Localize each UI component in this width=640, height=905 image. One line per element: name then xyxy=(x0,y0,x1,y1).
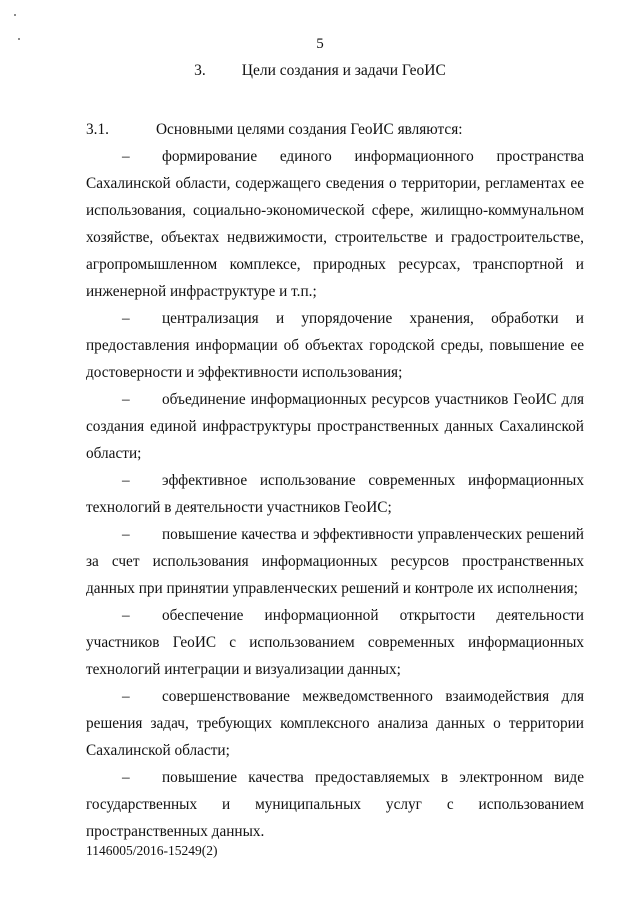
list-item xyxy=(86,602,584,683)
list-item xyxy=(86,467,584,521)
list-dash: – xyxy=(122,769,130,786)
list-dash: – xyxy=(122,472,130,489)
list-item xyxy=(86,683,584,764)
list-item-text: объединение информационных ресурсов участников ГеоИС для создания единой инфраструктуры пространственных данных Сахалинской области; xyxy=(86,391,584,462)
section-number: 3. xyxy=(194,62,206,79)
section-heading xyxy=(0,62,640,80)
scan-speck xyxy=(14,14,16,16)
page-number: 5 xyxy=(316,36,324,52)
list-item-text: повышение качества предоставляемых в электронном виде государственных и муниципальных услуг с использованием пространственных данных. xyxy=(86,769,584,840)
list-item-text: формирование единого информационного пространства Сахалинской области, содержащего сведения о территории, регламентах ее использования, социально-экономической сфере, жилищно-коммунальном хозяйстве, объектах недвижимости, строительстве и градостроительстве, агропромышленном комплексе, природных ресурсах, транспортной и инженерной инфраструктуре и т.п.; xyxy=(86,148,584,300)
section-title: Цели создания и задачи ГеоИС xyxy=(241,62,446,79)
list-dash: – xyxy=(122,526,130,543)
list-item-text: централизация и упорядочение хранения, обработки и предоставления информации об объектах городской среды, повышение ее достоверности и эффективности использования; xyxy=(86,310,584,381)
list-dash: – xyxy=(122,607,130,624)
subsection-text: Основными целями создания ГеоИС являются: xyxy=(156,121,463,138)
list-item xyxy=(86,143,584,305)
subsection-intro xyxy=(52,116,584,143)
list-dash: – xyxy=(122,688,130,705)
list-item-text: эффективное использование современных информационных технологий в деятельности участников ГеоИС; xyxy=(86,472,584,516)
list-item-text: обеспечение информационной открытости деятельности участников ГеоИС с использованием современных информационных технологий интеграции и визуализации данных; xyxy=(86,607,584,678)
list-item xyxy=(86,305,584,386)
list-dash: – xyxy=(122,391,130,408)
list-dash: – xyxy=(122,148,130,165)
list-item-text: повышение качества и эффективности управленческих решений за счет использования информационных ресурсов пространственных данных при принятии управленческих решений и контроле их исполнения; xyxy=(86,526,584,597)
list-item xyxy=(86,386,584,467)
goals-list xyxy=(86,143,584,845)
list-item-text: совершенствование межведомственного взаимодействия для решения задач, требующих комплексного анализа данных о территории Сахалинской области; xyxy=(86,688,584,759)
list-dash: – xyxy=(122,310,130,327)
list-item xyxy=(86,764,584,845)
document-body xyxy=(86,116,584,845)
subsection-number: 3.1. xyxy=(86,121,109,138)
list-item xyxy=(86,521,584,602)
document-code: 1146005/2016-15249(2) xyxy=(86,843,218,858)
